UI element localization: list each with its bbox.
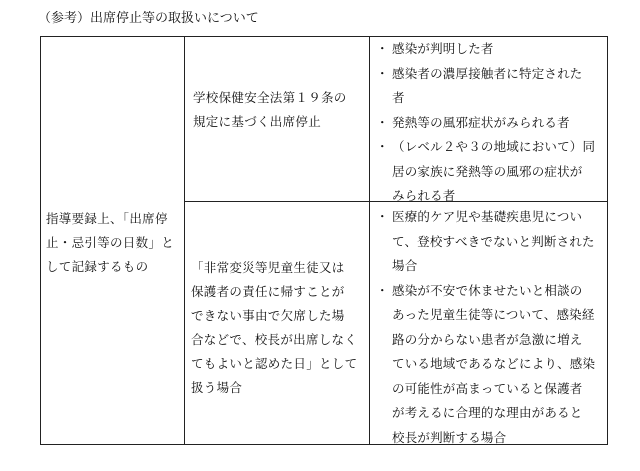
bullet-text-line: 発熱等の風邪症状がみられる者 [392,114,570,130]
page-title: （参考）出席停止等の取扱いについて [38,11,259,26]
bullet-text-line: 路の分からない患者が急激に増え [392,331,583,347]
row1-bullet-item [374,111,595,136]
row2-category [191,256,357,400]
bullet-text-line: 医療的ケア児や基礎疾患児につい [392,209,583,224]
row2-category-line: 保護者の責任に帰すことが [191,284,345,299]
bullet-text-line: みられる者 [392,188,456,203]
bullet-mark: ・ [376,65,389,81]
row1-category-line: 規定に基づく出席停止 [193,114,322,129]
row1-category-line: 学校保健安全法第１９条の [193,90,347,105]
bullet-text-line: 場合 [392,258,418,273]
column-divider-1 [184,37,185,444]
left-cell-line: 止・忌引等の日数」と [46,235,175,250]
bullet-mark: ・ [376,41,389,56]
row2-category-line: てもよいと認めた日」として [191,356,358,371]
row1-bullet-item [374,135,595,209]
row2-category-line: できない事由で欠席した場 [191,308,345,323]
bullet-text-line: 感染者の濃厚接触者に特定された [392,65,583,81]
bullet-text-line: の可能性が高まっていると保護者 [392,380,583,396]
row2-category-line: 合などで、校長が出席しなく [191,332,358,347]
left-cell-line: して記録するもの [46,259,149,274]
row2-bullet-list [374,205,595,450]
bullet-mark: ・ [376,114,389,130]
bullet-text-line: て、登校すべきでないと判断された [392,233,595,249]
bullet-text-line: あった児童生徒等について、感染経 [392,307,595,322]
row1-bullet-item [374,37,595,62]
bullet-mark: ・ [376,209,389,224]
bullet-text-line: 感染が不安で休ませたいと相談の [392,282,583,298]
bullet-text-line: （レベル２や３の地域において）同 [392,139,596,154]
bullet-text-line: ている地域であるなどにより、感染 [392,356,596,371]
bullet-text-line: 者 [392,90,405,105]
bullet-mark: ・ [376,139,389,154]
row1-bullet-list [374,37,595,209]
bullet-text-line: 感染が判明した者 [392,41,494,56]
row1-category [193,86,347,134]
row1-bullet-item [374,62,595,111]
left-cell-line: 指導要録上、「出席停 [46,211,168,226]
bullet-text-line: 校長が判断する場合 [392,429,507,445]
left-cell-text [46,207,174,279]
row2-category-line: 「非常変災等児童生徒又は [191,260,345,275]
column-divider-2 [369,37,370,444]
bullet-text-line: が考えるに合理的な理由があると [392,405,583,420]
bullet-mark: ・ [376,282,389,298]
row2-bullet-item [374,279,595,451]
row2-category-line: 扱う場合 [191,380,243,395]
bullet-text-line: 居の家族に発熱等の風邪の症状が [392,163,583,179]
attendance-table [40,36,608,445]
row2-bullet-item [374,205,595,279]
